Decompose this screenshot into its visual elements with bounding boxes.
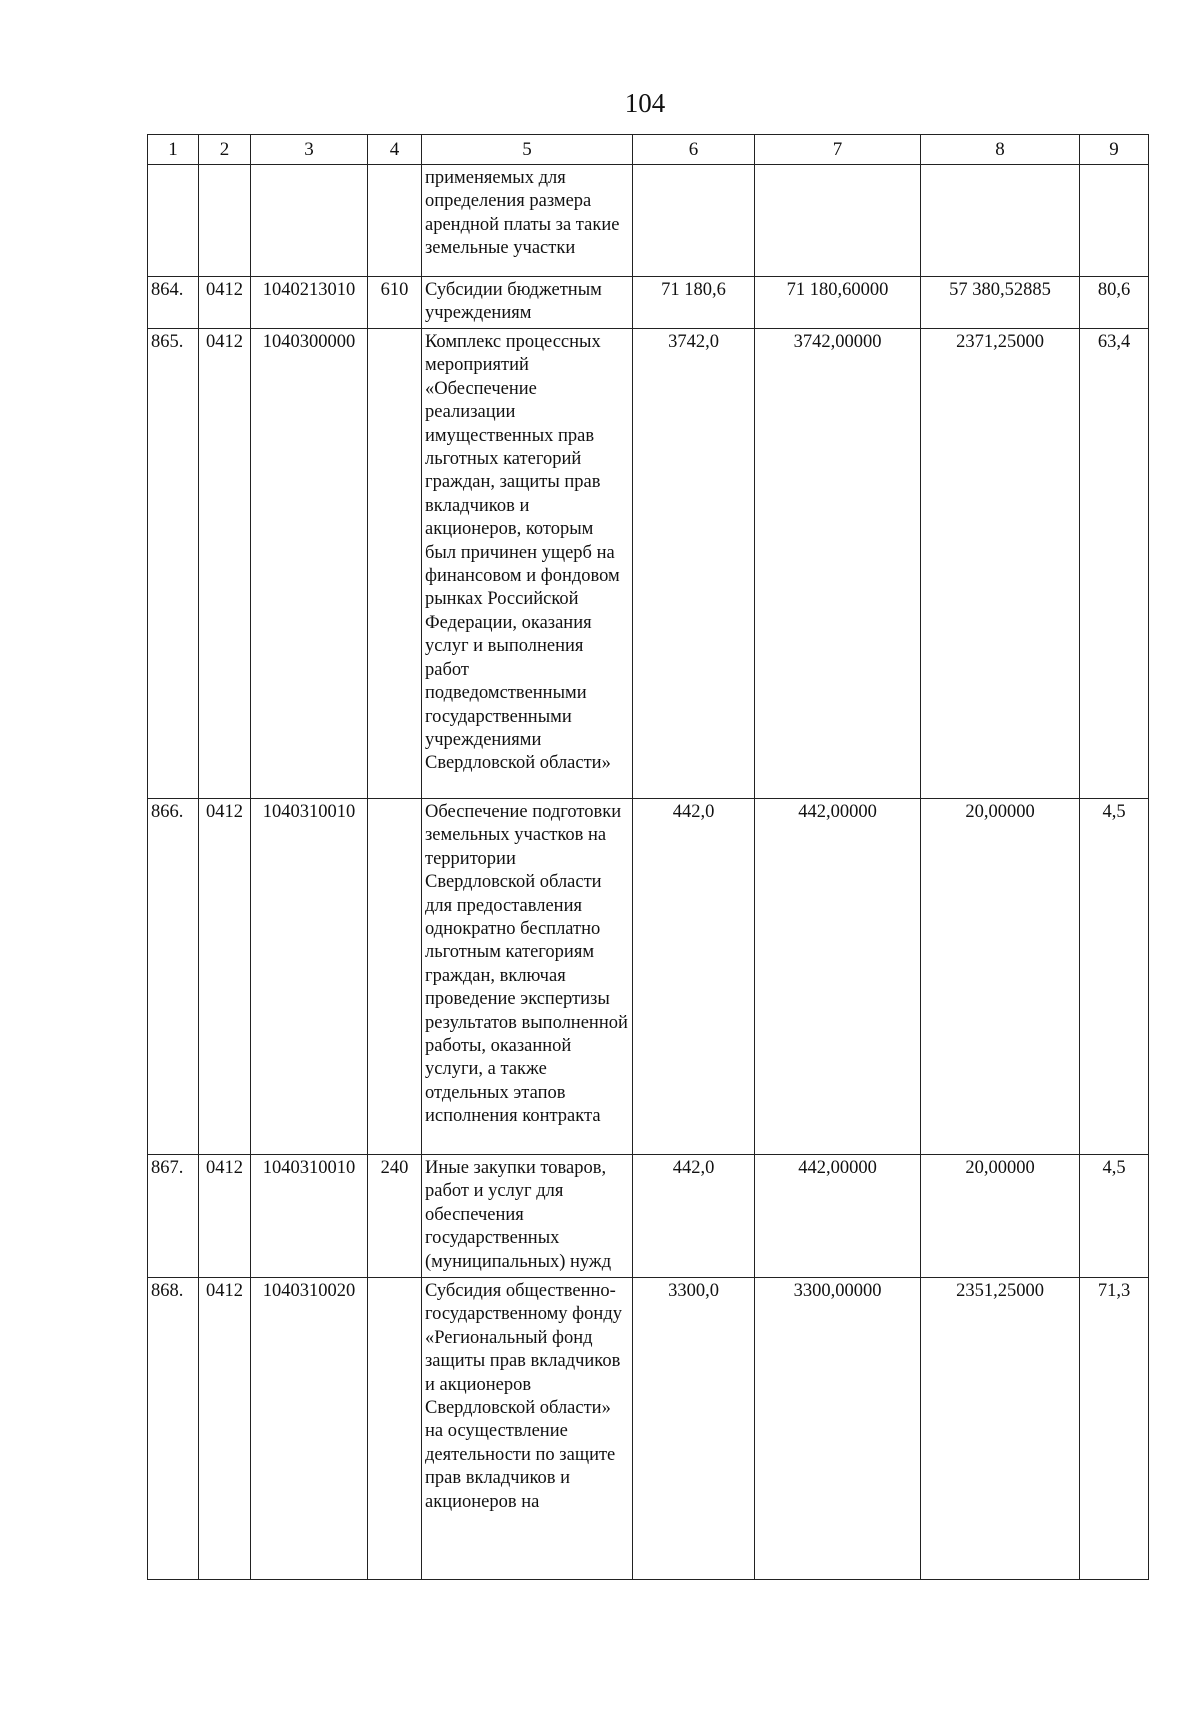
row-number: 867. bbox=[148, 1155, 199, 1278]
expense-type-code bbox=[368, 165, 422, 277]
column-header: 2 bbox=[199, 135, 251, 165]
table-row bbox=[148, 1278, 1149, 1580]
value-col6: 442,0 bbox=[633, 1155, 755, 1278]
item-description: Обеспечение подготовки земельных участков на территории Свердловской области для предоставления однократно бесплатно льготным категориям граждан, включая проведение экспертизы результатов выполненной работы, оказанной услуги, а также отдельных этапов исполнения контракта bbox=[422, 799, 633, 1155]
header-row bbox=[148, 135, 1149, 165]
value-col7: 3300,00000 bbox=[755, 1278, 921, 1580]
target-article-code: 1040310010 bbox=[251, 799, 368, 1155]
value-col6 bbox=[633, 165, 755, 277]
value-col7: 442,00000 bbox=[755, 1155, 921, 1278]
column-header: 3 bbox=[251, 135, 368, 165]
table-row bbox=[148, 165, 1149, 277]
section-code: 0412 bbox=[199, 1278, 251, 1580]
item-description: Комплекс процессных мероприятий «Обеспечение реализации имущественных прав льготных категорий граждан, защиты прав вкладчиков и акционеров, которым был причинен ущерб на финансовом и фондовом рынках Российской Федерации, оказания услуг и выполнения работ подведомственными государственными учреждениями Свердловской области» bbox=[422, 329, 633, 799]
row-number: 864. bbox=[148, 277, 199, 329]
value-col6: 3742,0 bbox=[633, 329, 755, 799]
target-article-code: 1040310010 bbox=[251, 1155, 368, 1278]
column-header: 7 bbox=[755, 135, 921, 165]
value-col8: 57 380,52885 bbox=[921, 277, 1080, 329]
target-article-code bbox=[251, 165, 368, 277]
column-header: 6 bbox=[633, 135, 755, 165]
item-description: Субсидия общественно-государственному фонду «Региональный фонд защиты прав вкладчиков и акционеров Свердловской области» на осуществление деятельности по защите прав вкладчиков и акционеров на bbox=[422, 1278, 633, 1580]
column-header: 4 bbox=[368, 135, 422, 165]
table-row bbox=[148, 277, 1149, 329]
value-col7: 71 180,60000 bbox=[755, 277, 921, 329]
value-col8: 20,00000 bbox=[921, 799, 1080, 1155]
expense-type-code: 240 bbox=[368, 1155, 422, 1278]
percent-col9: 63,4 bbox=[1080, 329, 1149, 799]
percent-col9: 4,5 bbox=[1080, 799, 1149, 1155]
table-row bbox=[148, 1155, 1149, 1278]
value-col6: 442,0 bbox=[633, 799, 755, 1155]
section-code bbox=[199, 165, 251, 277]
budget-table bbox=[147, 134, 1149, 1580]
percent-col9 bbox=[1080, 165, 1149, 277]
expense-type-code bbox=[368, 329, 422, 799]
target-article-code: 1040310020 bbox=[251, 1278, 368, 1580]
row-number bbox=[148, 165, 199, 277]
section-code: 0412 bbox=[199, 1155, 251, 1278]
value-col7: 3742,00000 bbox=[755, 329, 921, 799]
row-number: 866. bbox=[148, 799, 199, 1155]
item-description: Иные закупки товаров, работ и услуг для обеспечения государственных (муниципальных) нужд bbox=[422, 1155, 633, 1278]
value-col8: 20,00000 bbox=[921, 1155, 1080, 1278]
value-col7: 442,00000 bbox=[755, 799, 921, 1155]
value-col8: 2371,25000 bbox=[921, 329, 1080, 799]
value-col7 bbox=[755, 165, 921, 277]
item-description: Субсидии бюджетным учреждениям bbox=[422, 277, 633, 329]
percent-col9: 4,5 bbox=[1080, 1155, 1149, 1278]
target-article-code: 1040213010 bbox=[251, 277, 368, 329]
column-header: 8 bbox=[921, 135, 1080, 165]
column-header: 9 bbox=[1080, 135, 1149, 165]
table-row bbox=[148, 329, 1149, 799]
value-col8 bbox=[921, 165, 1080, 277]
value-col6: 71 180,6 bbox=[633, 277, 755, 329]
table-row bbox=[148, 799, 1149, 1155]
section-code: 0412 bbox=[199, 329, 251, 799]
section-code: 0412 bbox=[199, 277, 251, 329]
value-col8: 2351,25000 bbox=[921, 1278, 1080, 1580]
item-description: применяемых для определения размера арендной платы за такие земельные участки bbox=[422, 165, 633, 277]
value-col6: 3300,0 bbox=[633, 1278, 755, 1580]
percent-col9: 71,3 bbox=[1080, 1278, 1149, 1580]
row-number: 868. bbox=[148, 1278, 199, 1580]
expense-type-code bbox=[368, 1278, 422, 1580]
target-article-code: 1040300000 bbox=[251, 329, 368, 799]
percent-col9: 80,6 bbox=[1080, 277, 1149, 329]
expense-type-code: 610 bbox=[368, 277, 422, 329]
column-header: 5 bbox=[422, 135, 633, 165]
column-header: 1 bbox=[148, 135, 199, 165]
page-number: 104 bbox=[624, 88, 666, 118]
row-number: 865. bbox=[148, 329, 199, 799]
expense-type-code bbox=[368, 799, 422, 1155]
section-code: 0412 bbox=[199, 799, 251, 1155]
